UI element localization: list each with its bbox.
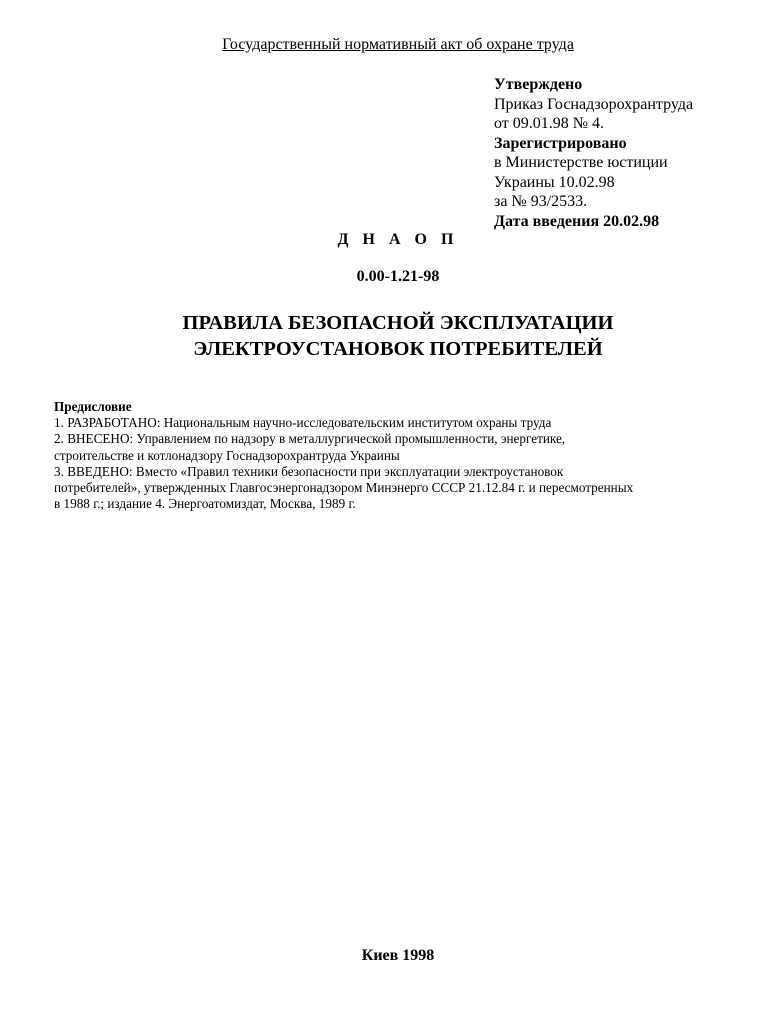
registered-ministry: в Министерстве юстиции (494, 154, 668, 171)
registered-date: Украины 10.02.98 (494, 173, 615, 191)
registered-number: за № 93/2533. (494, 193, 588, 210)
registered-label: Зарегистрировано (494, 134, 627, 152)
preface-item-3-line-3: в 1988 г.; издание 4. Энергоатомиздат, Москва, 1989 г. (54, 496, 356, 512)
document-code: 0.00-1.21-98 (356, 268, 440, 285)
title-line-1: ПРАВИЛА БЕЗОПАСНОЙ ЭКСПЛУАТАЦИИ (182, 312, 614, 334)
preface-heading: Предисловие (54, 399, 132, 414)
preface-section (54, 399, 744, 512)
title-line-2: ЭЛЕКТРОУСТАНОВОК ПОТРЕБИТЕЛЕЙ (193, 338, 603, 360)
preface-item-3-line-1: 3. ВВЕДЕНО: Вместо «Правил техники безопасности при эксплуатации электроустановок (54, 463, 564, 479)
approval-block (494, 75, 693, 231)
effective-date: Дата введения 20.02.98 (494, 212, 660, 230)
preface-item-2-line-1: 2. ВНЕСЕНО: Управлением по надзору в металлургической промышленности, энергетике, (54, 431, 566, 447)
document-designation: Д Н А О П (337, 231, 459, 248)
document-footer: Киев 1998 (361, 947, 435, 964)
preface-item-1: 1. РАЗРАБОТАНО: Национальным научно-исследовательским институтом охраны труда (54, 415, 552, 431)
approved-order-date: от 09.01.98 № 4. (494, 115, 605, 132)
approved-label: Утверждено (494, 76, 583, 93)
preface-item-3-line-2: потребителей», утвержденных Главгосэнергонадзором Минэнерго СССР 21.12.84 г. и пересмотренных (54, 480, 634, 496)
approved-order: Приказ Госнадзорохрантруда (494, 95, 694, 113)
document-title (0, 310, 768, 362)
document-header: Государственный нормативный акт об охране труда (222, 36, 574, 53)
preface-item-2-line-2: строительстве и котлонадзору Госнадзорохрантруда Украины (54, 447, 400, 463)
